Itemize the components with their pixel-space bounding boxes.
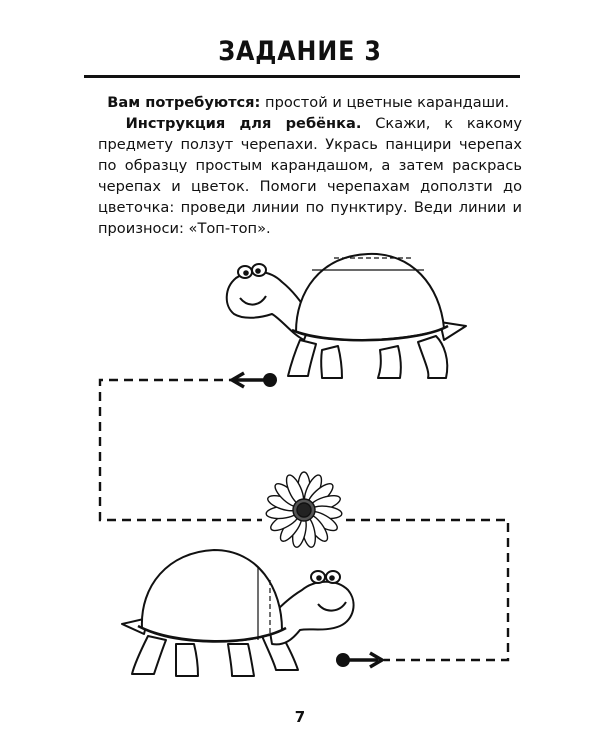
daisy-icon — [266, 472, 343, 548]
arrow-right-icon — [336, 653, 382, 667]
turtle-top-icon — [227, 254, 466, 378]
materials-label: Вам потребуются: — [107, 94, 261, 111]
turtle-bottom-icon — [122, 550, 354, 676]
page-title: ЗАДАНИЕ 3 — [218, 36, 382, 67]
child-instruction-text: Скажи, к какому предмету ползут черепахи. Укрась панцири черепах по образцу простым карандашом, а затем раскрась черепах и цветок. Помоги черепахам доползти до цветочка: проведи линии по пунктиру. Веди линии и произноси: «Топ-топ». — [98, 115, 522, 237]
materials-text: простой и цветные карандаши. — [260, 94, 510, 111]
child-instruction-label: Инструкция для ребёнка. — [125, 115, 362, 132]
page-number: 7 — [294, 708, 306, 726]
arrow-left-icon — [232, 373, 277, 387]
